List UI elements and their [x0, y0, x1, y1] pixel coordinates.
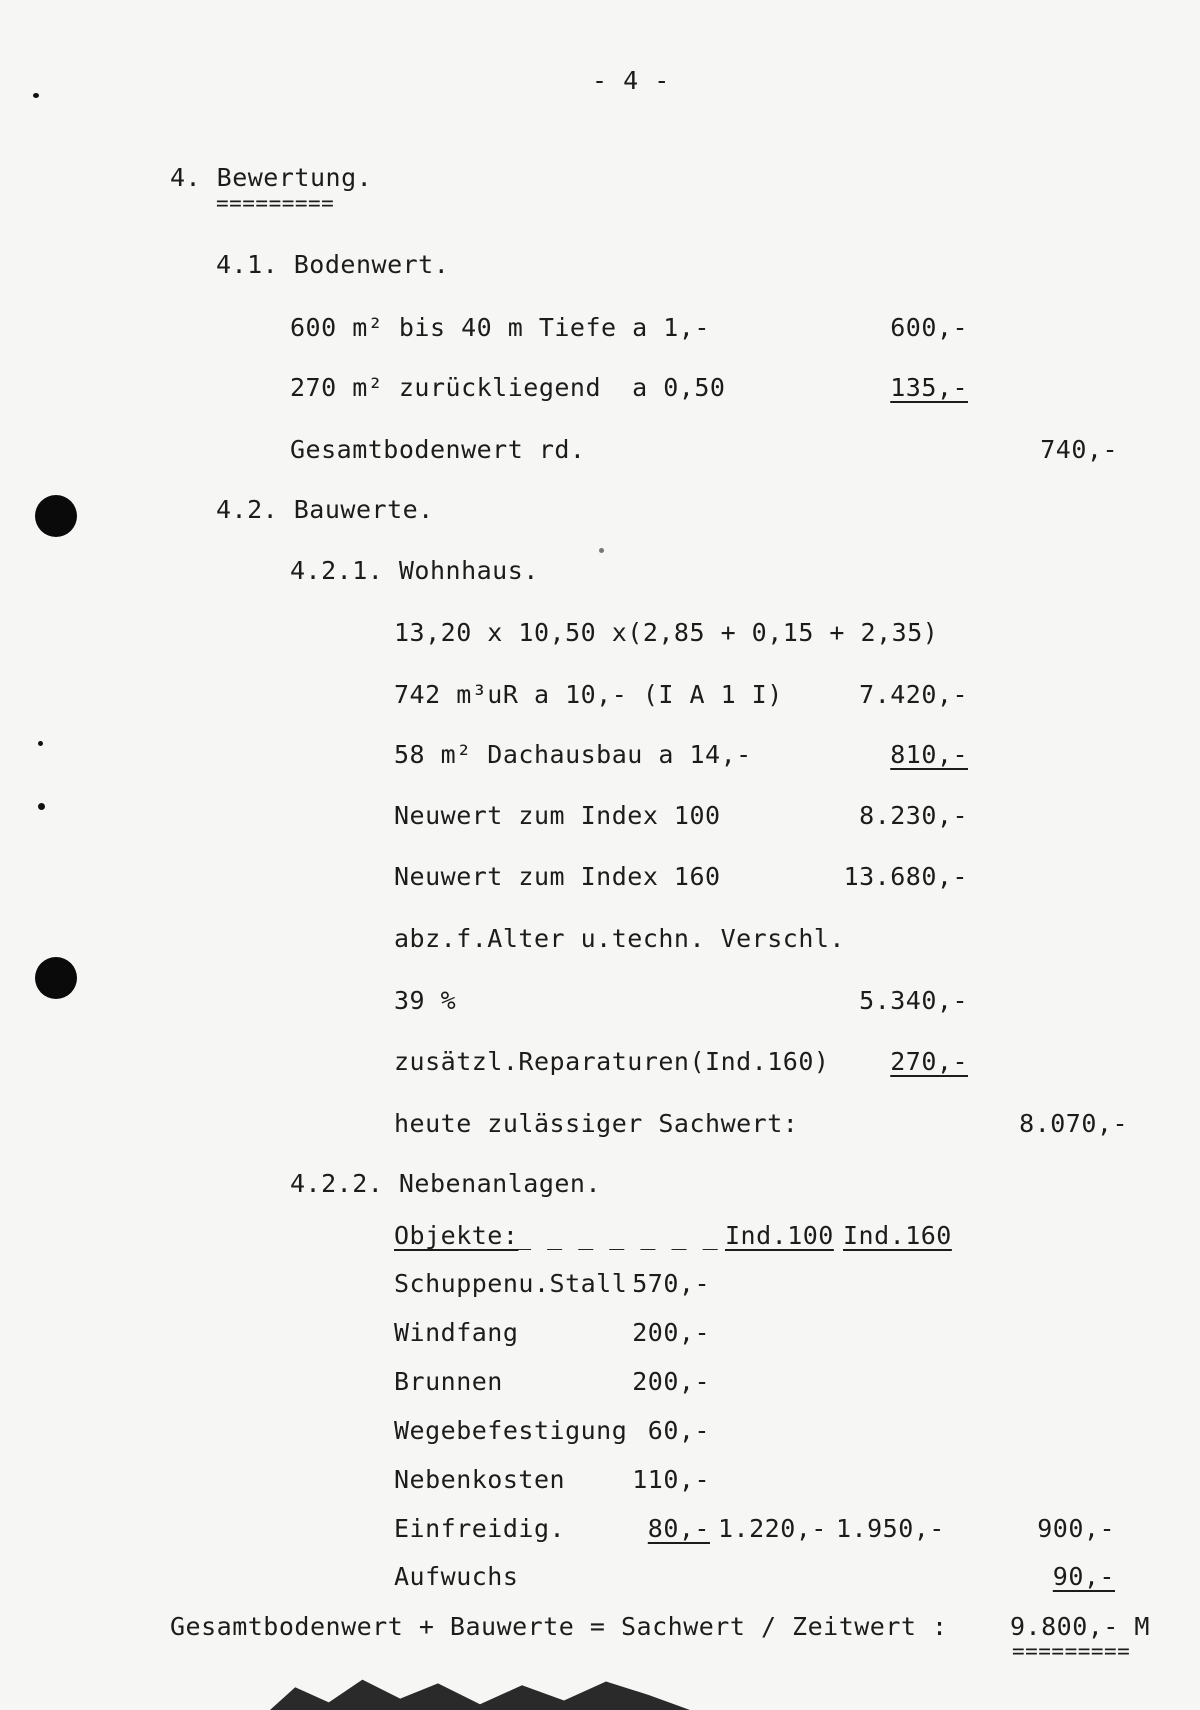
house-row-1-text: 742 m³uR a 10,- (I A 1 I) [394, 680, 783, 709]
house-row-3-value: 8.230,- [859, 801, 968, 830]
house-row-6-text: 39 % [394, 986, 457, 1015]
land-total-text: Gesamtbodenwert rd. [290, 435, 586, 464]
object-name: Wegebefestigung [394, 1416, 628, 1445]
punch-hole-bottom [35, 957, 77, 999]
object-value: 80,- [647, 1514, 710, 1543]
subsection-title-bauwerte: 4.2. Bauwerte. [216, 495, 434, 524]
speck [38, 741, 43, 746]
house-total-value: 8.070,- [1019, 1109, 1128, 1138]
objects-sum-ind160: 1.950,- [836, 1514, 945, 1543]
land-row-2-text: 270 m² zurückliegend a 0,50 [290, 373, 726, 402]
column-header-ind100: Ind.100 [725, 1221, 834, 1250]
house-row-2-text: 58 m² Dachausbau a 14,- [394, 740, 752, 769]
land-total-value: 740,- [1040, 435, 1118, 464]
object-name: Nebenkosten [394, 1465, 566, 1494]
column-header-ind160: Ind.160 [843, 1221, 952, 1250]
house-row-1-value: 7.420,- [859, 680, 968, 709]
object-name: Einfreidig. [394, 1514, 566, 1543]
final-sum-text: Gesamtbodenwert + Bauwerte = Sachwert / Zeitwert : [170, 1612, 948, 1641]
object-value: 110,- [632, 1465, 710, 1494]
house-row-5-text: abz.f.Alter u.techn. Verschl. [394, 924, 845, 953]
house-row-4-text: Neuwert zum Index 160 [394, 862, 721, 891]
column-header-dashes: _ _ _ _ _ _ _ _ [516, 1221, 750, 1250]
house-row-2-value: 810,- [890, 740, 968, 769]
object-value: 60,- [647, 1416, 710, 1445]
object-value: 200,- [632, 1318, 710, 1347]
page-number: - 4 - [592, 66, 670, 95]
object-value: 570,- [632, 1269, 710, 1298]
land-row-1-value: 600,- [890, 313, 968, 342]
house-row-6-value: 5.340,- [859, 986, 968, 1015]
subsection-title-bodenwert: 4.1. Bodenwert. [216, 250, 450, 279]
house-row-7-text: zusätzl.Reparaturen(Ind.160) [394, 1047, 830, 1076]
final-sum-value: 9.800,- M [1010, 1612, 1150, 1641]
house-row-7-value: 270,- [890, 1047, 968, 1076]
land-row-1-text: 600 m² bis 40 m Tiefe a 1,- [290, 313, 710, 342]
speck [38, 803, 45, 810]
torn-paper-edge [270, 1672, 690, 1710]
object-value: 200,- [632, 1367, 710, 1396]
objects-sum-ind100: 1.220,- [718, 1514, 827, 1543]
objects-total-value: 900,- [1037, 1514, 1115, 1543]
house-row-3-text: Neuwert zum Index 100 [394, 801, 721, 830]
speck [33, 93, 39, 98]
house-row-8-text: heute zulässiger Sachwert: [394, 1109, 799, 1138]
land-row-2-value: 135,- [890, 373, 968, 402]
aufwuchs-text: Aufwuchs [394, 1562, 519, 1591]
object-name: Brunnen [394, 1367, 503, 1396]
final-sum-underline: ========= [1012, 1639, 1131, 1663]
house-row-4-value: 13.680,- [843, 862, 968, 891]
object-name: Schuppenu.Stall [394, 1269, 628, 1298]
column-header-objekte: Objekte: [394, 1221, 519, 1250]
speck [599, 548, 604, 553]
punch-hole-top [35, 495, 77, 537]
volume-formula: 13,20 x 10,50 x(2,85 + 0,15 + 2,35) [394, 618, 939, 647]
subsection-title-nebenanlagen: 4.2.2. Nebenanlagen. [290, 1169, 602, 1198]
aufwuchs-value: 90,- [1052, 1562, 1115, 1591]
subsection-title-wohnhaus: 4.2.1. Wohnhaus. [290, 556, 539, 585]
section-heading: 4. Bewertung. [170, 163, 373, 192]
heading-underline: ========= [216, 191, 335, 215]
object-name: Windfang [394, 1318, 519, 1347]
